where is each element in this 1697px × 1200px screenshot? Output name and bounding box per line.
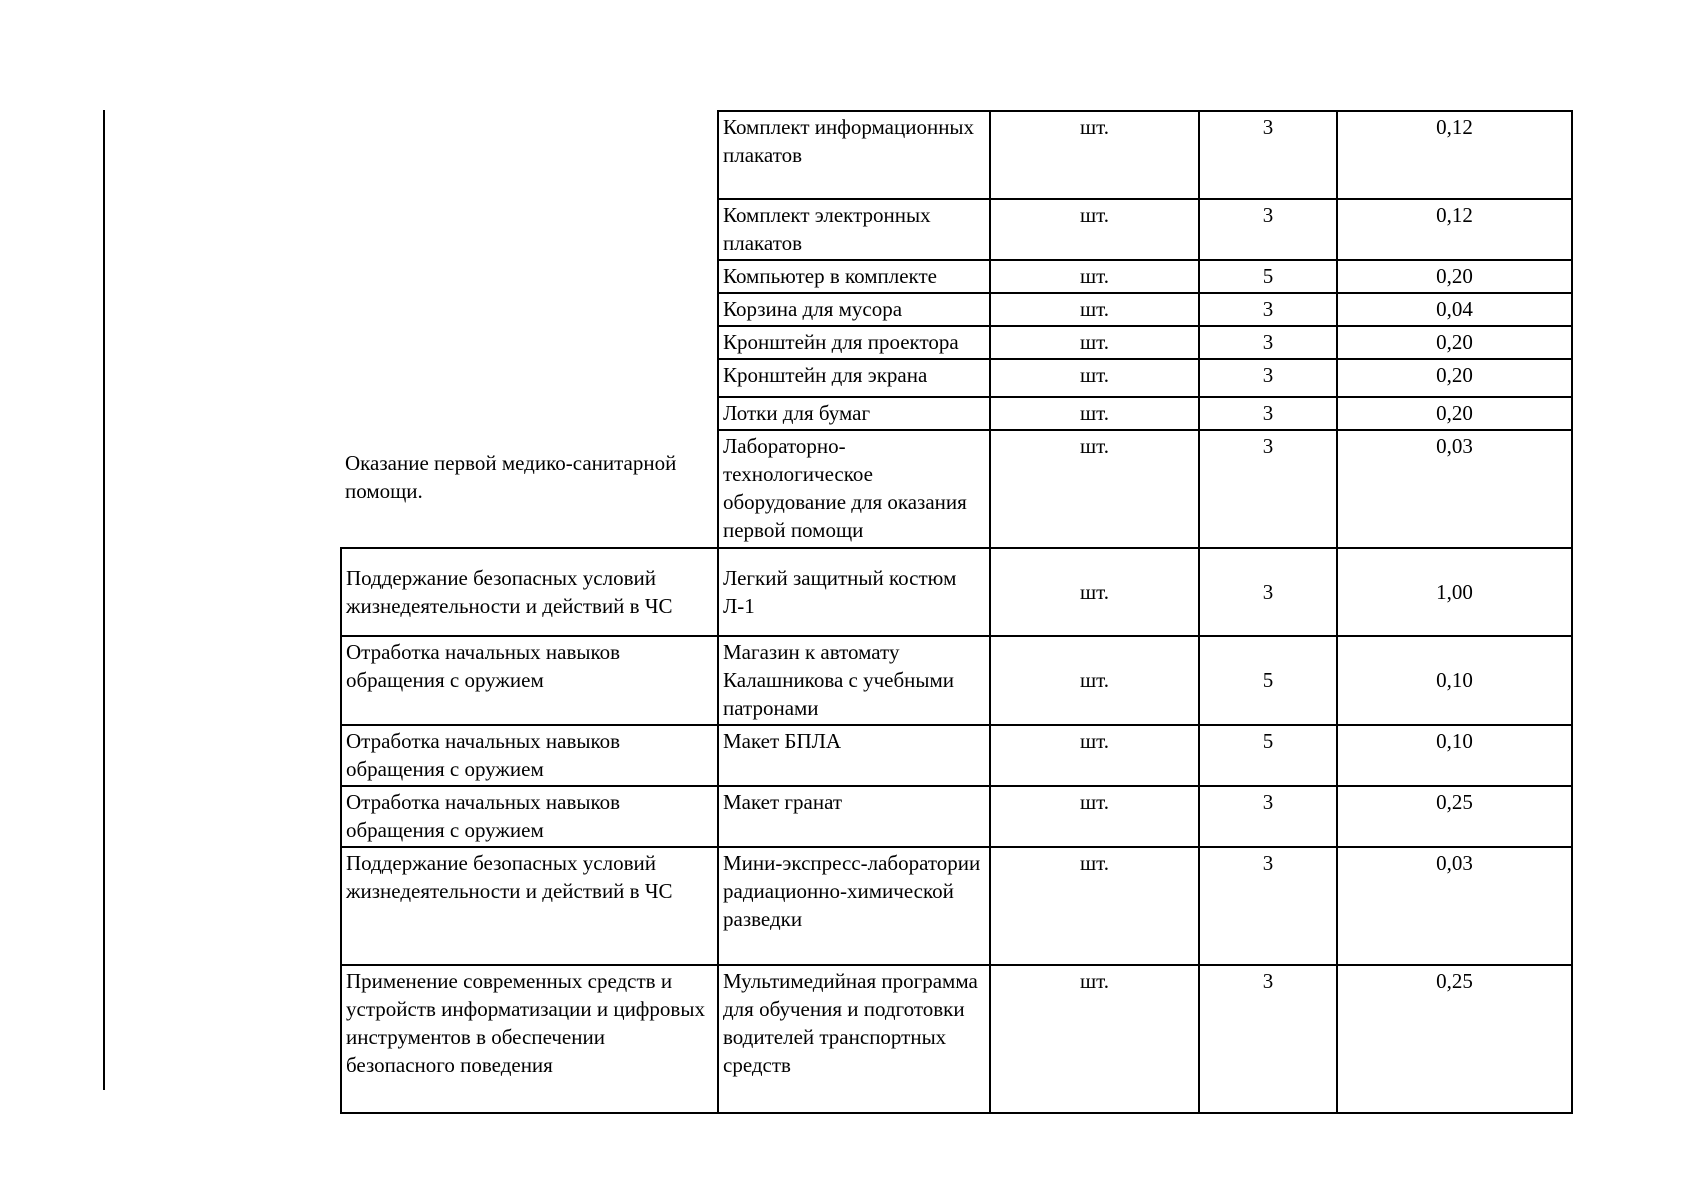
qty-cell: 5 bbox=[1199, 725, 1337, 786]
unit-cell: шт. bbox=[990, 636, 1199, 725]
activity-cell bbox=[341, 111, 718, 548]
norm-cell: 0,25 bbox=[1337, 786, 1572, 847]
qty-cell: 3 bbox=[1199, 847, 1337, 965]
item-cell: Комплект информационных плакатов bbox=[718, 111, 990, 199]
item-cell: Мини-экспресс-лаборатории радиационно-химической разведки bbox=[718, 847, 990, 965]
table-row bbox=[341, 786, 1572, 847]
activity-text: Оказание первой медико-санитарной помощи. bbox=[345, 451, 677, 503]
qty-cell: 3 bbox=[1199, 397, 1337, 430]
item-cell: Макет БПЛА bbox=[718, 725, 990, 786]
norm-cell: 0,03 bbox=[1337, 430, 1572, 548]
unit-cell: шт. bbox=[990, 847, 1199, 965]
table-row bbox=[341, 965, 1572, 1113]
table-row bbox=[341, 847, 1572, 965]
activity-cell: Применение современных средств и устройств информатизации и цифровых инструментов в обеспечении безопасного поведения bbox=[341, 965, 718, 1113]
unit-cell: шт. bbox=[990, 548, 1199, 636]
qty-cell: 3 bbox=[1199, 199, 1337, 260]
table-row bbox=[341, 111, 1572, 199]
item-cell: Мультимедийная программа для обучения и подготовки водителей транспортных средств bbox=[718, 965, 990, 1113]
qty-cell: 3 bbox=[1199, 965, 1337, 1113]
unit-cell: шт. bbox=[990, 430, 1199, 548]
item-cell: Компьютер в комплекте bbox=[718, 260, 990, 293]
item-cell: Макет гранат bbox=[718, 786, 990, 847]
unit-cell: шт. bbox=[990, 965, 1199, 1113]
unit-cell: шт. bbox=[990, 786, 1199, 847]
unit-cell: шт. bbox=[990, 260, 1199, 293]
qty-cell: 5 bbox=[1199, 636, 1337, 725]
unit-cell: шт. bbox=[990, 725, 1199, 786]
unit-cell: шт. bbox=[990, 111, 1199, 199]
norm-cell: 0,20 bbox=[1337, 397, 1572, 430]
norm-cell: 0,10 bbox=[1337, 636, 1572, 725]
qty-cell: 3 bbox=[1199, 111, 1337, 199]
activity-cell: Поддержание безопасных условий жизнедеятельности и действий в ЧС bbox=[341, 847, 718, 965]
item-cell: Комплект электронных плакатов bbox=[718, 199, 990, 260]
qty-cell: 3 bbox=[1199, 359, 1337, 397]
qty-cell: 3 bbox=[1199, 430, 1337, 548]
unit-cell: шт. bbox=[990, 359, 1199, 397]
activity-cell: Отработка начальных навыков обращения с оружием bbox=[341, 725, 718, 786]
item-cell: Магазин к автомату Калашникова с учебными патронами bbox=[718, 636, 990, 725]
item-cell: Лотки для бумаг bbox=[718, 397, 990, 430]
unit-cell: шт. bbox=[990, 199, 1199, 260]
norm-cell: 0,04 bbox=[1337, 293, 1572, 326]
activity-cell: Поддержание безопасных условий жизнедеятельности и действий в ЧС bbox=[341, 548, 718, 636]
qty-cell: 3 bbox=[1199, 786, 1337, 847]
item-cell: Легкий защитный костюм Л-1 bbox=[718, 548, 990, 636]
qty-cell: 3 bbox=[1199, 326, 1337, 359]
item-cell: Кронштейн для экрана bbox=[718, 359, 990, 397]
qty-cell: 3 bbox=[1199, 548, 1337, 636]
activity-cell: Отработка начальных навыков обращения с оружием bbox=[341, 786, 718, 847]
table-row bbox=[341, 548, 1572, 636]
norm-cell: 0,12 bbox=[1337, 199, 1572, 260]
qty-cell: 5 bbox=[1199, 260, 1337, 293]
table-row bbox=[341, 636, 1572, 725]
unit-cell: шт. bbox=[990, 397, 1199, 430]
item-cell: Кронштейн для проектора bbox=[718, 326, 990, 359]
table-row bbox=[341, 725, 1572, 786]
norm-cell: 0,20 bbox=[1337, 359, 1572, 397]
page-margin-rule bbox=[103, 110, 105, 1090]
activity-cell: Отработка начальных навыков обращения с оружием bbox=[341, 636, 718, 725]
item-cell: Лабораторно-технологическое оборудование для оказания первой помощи bbox=[718, 430, 990, 548]
norm-cell: 0,20 bbox=[1337, 260, 1572, 293]
norm-cell: 1,00 bbox=[1337, 548, 1572, 636]
norm-cell: 0,20 bbox=[1337, 326, 1572, 359]
norm-cell: 0,03 bbox=[1337, 847, 1572, 965]
unit-cell: шт. bbox=[990, 326, 1199, 359]
item-cell: Корзина для мусора bbox=[718, 293, 990, 326]
equipment-table bbox=[340, 110, 1573, 1114]
unit-cell: шт. bbox=[990, 293, 1199, 326]
qty-cell: 3 bbox=[1199, 293, 1337, 326]
norm-cell: 0,10 bbox=[1337, 725, 1572, 786]
norm-cell: 0,12 bbox=[1337, 111, 1572, 199]
norm-cell: 0,25 bbox=[1337, 965, 1572, 1113]
